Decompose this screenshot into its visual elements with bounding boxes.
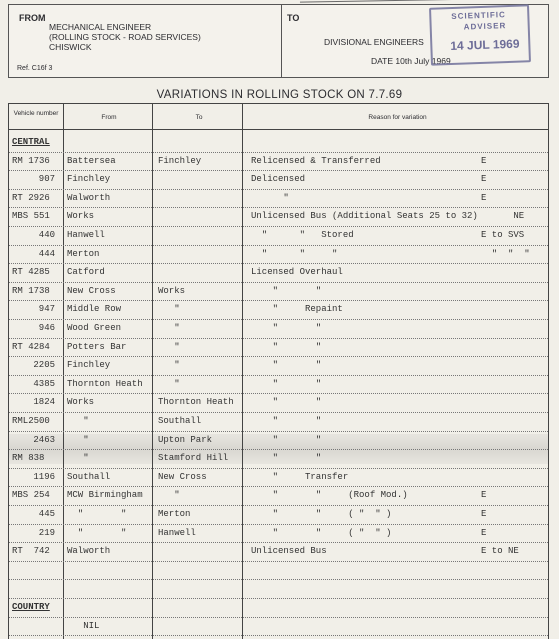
table-row	[9, 450, 548, 469]
variations-table	[8, 103, 549, 639]
from-cell: " "	[67, 527, 127, 538]
reason-cell: " " ( " " )	[251, 527, 392, 538]
reason-cell: Licensed Overhaul	[251, 267, 343, 278]
reason-cell: Delicensed	[251, 174, 306, 185]
col-from-header: From	[101, 114, 117, 121]
vehicle-number: 1196	[33, 471, 55, 482]
vehicle-number: RM 1736	[12, 155, 50, 166]
from-cell: Hanwell	[67, 230, 105, 240]
table-row	[9, 394, 548, 413]
table-row	[9, 413, 548, 432]
reason-cell: " "	[251, 341, 322, 352]
vehicle-number: 946	[38, 323, 55, 333]
reason-cell: " "	[251, 434, 322, 445]
col-to-header: To	[195, 114, 203, 121]
reason-cell: Unlicensed Bus (Additional Seats 25 to 32)	[251, 211, 478, 222]
from-cell: Potters Bar	[67, 341, 127, 352]
reason-cell: " "	[251, 397, 322, 408]
vehicle-number: 2205	[33, 360, 55, 371]
from-cell: Walworth	[67, 192, 111, 203]
to-cell: "	[158, 323, 180, 333]
from-cell: NIL	[67, 620, 100, 631]
from-cell: New Cross	[67, 285, 116, 296]
to-cell: "	[158, 378, 180, 389]
table-row	[9, 301, 548, 320]
reason-cell: " " (Roof Mod.)	[251, 490, 408, 501]
to-cell: Thornton Heath	[158, 397, 234, 408]
vehicle-number: 440	[38, 230, 55, 240]
from-cell: Finchley	[67, 360, 111, 371]
from-cell: "	[67, 453, 89, 464]
vehicle-number: 444	[38, 248, 55, 259]
to-cell: Southall	[158, 416, 202, 426]
to-cell: Upton Park	[158, 434, 213, 445]
reason-cell: Unlicensed Bus	[251, 546, 327, 557]
reason-cell: " " "	[251, 248, 338, 259]
vehicle-number: 1824	[33, 397, 55, 408]
vehicle-number: 219	[38, 527, 55, 538]
col-reason-header: Reason for variation	[368, 114, 427, 121]
table-row	[9, 543, 548, 562]
reason-cell: " "	[251, 378, 322, 389]
from-cell: "	[67, 416, 89, 426]
from-cell: Works	[67, 211, 95, 222]
code-cell: E	[481, 155, 487, 166]
reason-cell: " "	[251, 360, 322, 371]
table-row	[9, 469, 548, 488]
table-header	[9, 104, 548, 130]
to-cell: Merton	[158, 509, 191, 519]
from-cell: Walworth	[67, 546, 111, 557]
table-row	[9, 153, 548, 172]
to-cell: "	[158, 341, 180, 352]
reason-cell: " "	[251, 416, 322, 426]
received-stamp	[429, 4, 531, 65]
table-row	[9, 283, 548, 302]
to-cell: Works	[158, 285, 186, 296]
row-rule	[9, 635, 548, 636]
table-row	[9, 562, 548, 581]
table-row	[9, 506, 548, 525]
section-label: COUNTRY	[12, 602, 50, 612]
col-vehicle-header: Vehicle number	[13, 110, 59, 117]
vehicle-number: 947	[38, 304, 55, 315]
vehicle-number: 445	[38, 509, 55, 519]
to-cell: Hanwell	[158, 527, 196, 538]
vehicle-number: RM 838	[12, 453, 45, 464]
vehicle-number: RT 4284	[12, 341, 50, 352]
memo-date: DATE 10th July 1969	[371, 56, 451, 66]
vehicle-number: 907	[38, 174, 55, 185]
vehicle-number: RT 4285	[12, 267, 50, 278]
to-label: TO	[287, 13, 300, 23]
from-line-1: MECHANICAL ENGINEER	[49, 22, 152, 32]
vehicle-number: MBS 551	[12, 211, 50, 222]
vehicle-number: RM 1738	[12, 285, 50, 296]
from-line-2: (ROLLING STOCK - ROAD SERVICES)	[49, 32, 201, 42]
to-cell: Stamford Hill	[158, 453, 229, 464]
reason-cell: " "	[251, 453, 322, 464]
table-row	[9, 171, 548, 190]
document-title: VARIATIONS IN ROLLING STOCK ON 7.7.69	[156, 89, 403, 101]
to-cell: "	[158, 304, 180, 315]
to-cell: "	[158, 490, 180, 501]
from-cell: Battersea	[67, 155, 116, 166]
table-row	[9, 357, 548, 376]
from-cell: " "	[67, 509, 127, 519]
table-row	[9, 246, 548, 265]
reason-cell: "	[251, 192, 289, 203]
reason-cell: " Repaint	[251, 304, 343, 315]
header-divider	[281, 5, 282, 77]
table-row	[9, 227, 548, 246]
from-cell: Finchley	[67, 174, 111, 185]
code-cell: E	[481, 509, 487, 519]
code-cell: E	[481, 490, 487, 501]
vehicle-number: MBS 254	[12, 490, 50, 501]
table-row	[9, 487, 548, 506]
stamp-line-2: ADVISER	[463, 21, 507, 32]
from-cell: Southall	[67, 471, 111, 482]
table-row	[9, 580, 548, 599]
reference: Ref. C16f 3	[17, 65, 53, 72]
from-cell: Merton	[67, 248, 100, 259]
to-cell: New Cross	[158, 471, 207, 482]
reason-cell: " " ( " " )	[251, 509, 392, 519]
table-row	[9, 339, 548, 358]
section-row	[9, 134, 548, 153]
reason-cell: " Transfer	[251, 471, 349, 482]
code-cell: E	[481, 192, 487, 203]
table-row	[9, 618, 548, 637]
vehicle-number: 4385	[33, 378, 55, 389]
table-row	[9, 432, 548, 451]
reason-cell: " "	[251, 323, 322, 333]
from-label: FROM	[19, 13, 46, 23]
table-row	[9, 376, 548, 395]
vehicle-number: RT 2926	[12, 192, 50, 203]
code-cell: " " "	[481, 248, 530, 259]
stamp-line-1: SCIENTIFIC	[451, 10, 506, 21]
to-department: DIVISIONAL ENGINEERS	[324, 37, 424, 47]
table-row	[9, 264, 548, 283]
vehicle-number: 2463	[33, 434, 55, 445]
code-cell: E to SVS	[481, 230, 525, 240]
from-cell: Catford	[67, 267, 105, 278]
from-cell: Wood Green	[67, 323, 122, 333]
table-row	[9, 208, 548, 227]
vehicle-number: RT 742	[12, 546, 50, 557]
vehicle-number: RML2500	[12, 416, 50, 426]
from-cell: MCW Birmingham	[67, 490, 143, 501]
reason-cell: " " Stored	[251, 230, 354, 240]
stamp-date: 14 JUL 1969	[450, 36, 520, 54]
to-cell: "	[158, 360, 180, 371]
reason-cell: " "	[251, 285, 322, 296]
from-cell: Thornton Heath	[67, 378, 143, 389]
code-cell: E	[481, 174, 487, 185]
code-cell: E	[481, 527, 487, 538]
section-label: CENTRAL	[12, 137, 50, 147]
from-line-3: CHISWICK	[49, 42, 92, 52]
to-cell: Finchley	[158, 155, 202, 166]
from-cell: Middle Row	[67, 304, 122, 315]
table-row	[9, 320, 548, 339]
section-row	[9, 599, 548, 618]
table-row	[9, 525, 548, 544]
reason-cell: Relicensed & Transferred	[251, 155, 381, 166]
code-cell: NE	[481, 211, 525, 222]
table-row	[9, 190, 548, 209]
from-cell: Works	[67, 397, 95, 408]
from-cell: "	[67, 434, 89, 445]
code-cell: E to NE	[481, 546, 519, 557]
